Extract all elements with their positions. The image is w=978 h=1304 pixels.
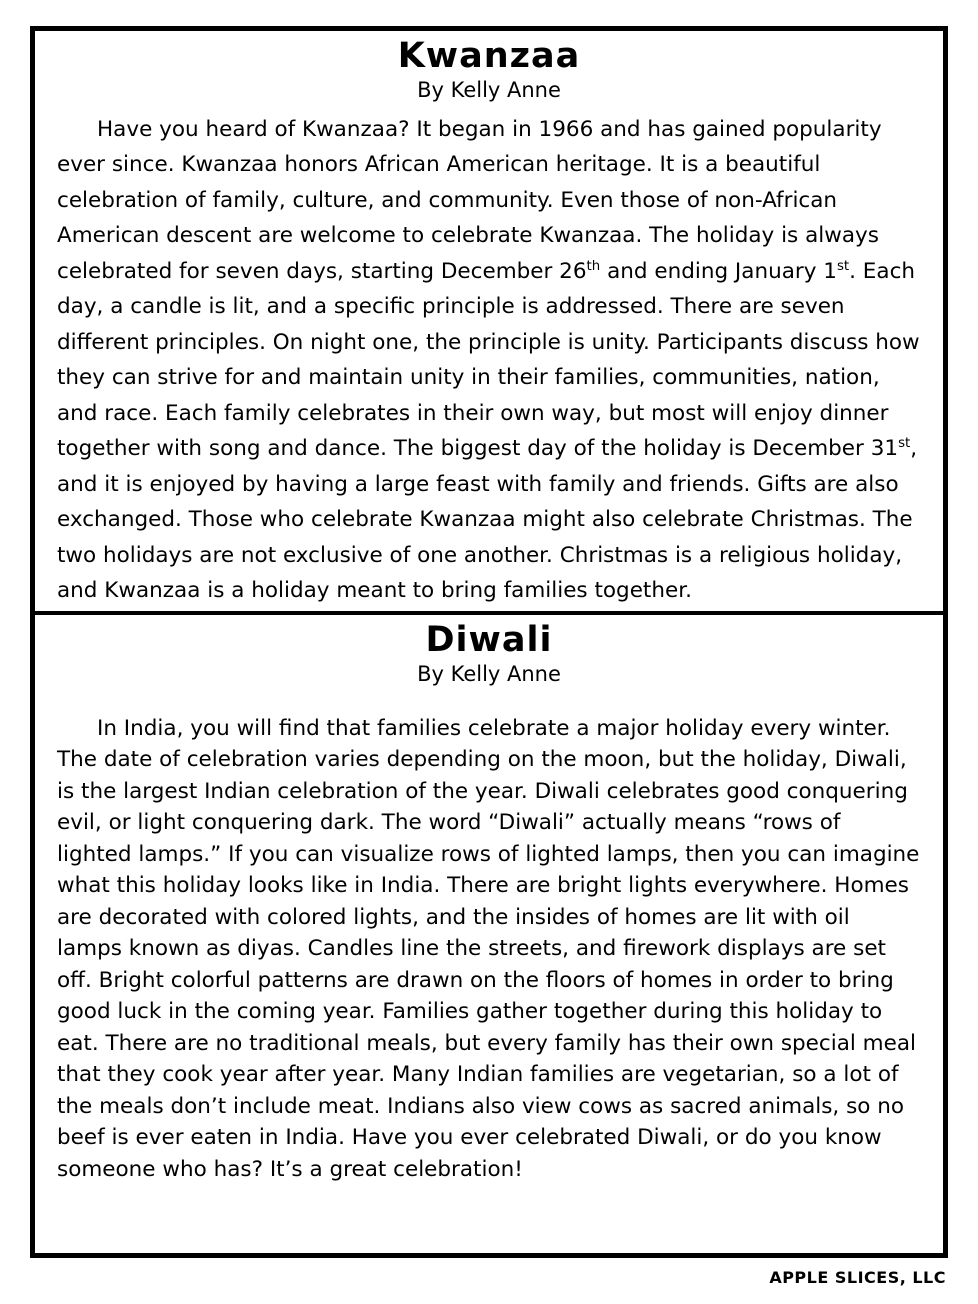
page-border <box>30 26 948 1258</box>
article-byline-diwali: By Kelly Anne <box>417 661 561 686</box>
article-kwanzaa <box>35 31 943 615</box>
article-byline-kwanzaa: By Kelly Anne <box>417 77 561 102</box>
footer-credit: APPLE SLICES, LLC <box>769 1268 946 1287</box>
article-title-kwanzaa: Kwanzaa <box>397 36 581 76</box>
article-body-kwanzaa: Have you heard of Kwanzaa? It began in 1966 and has gained popularity ever since. Kwanzaa honors African American heritage. It is a beautiful celebration of family, culture, and community. Even those of non-African American descent are welcome to celebrate Kwanzaa. The holiday is always celebrated for seven days, starting December 26th and ending January 1st. Each day, a candle is lit, and a specific principle is addressed. There are seven different principles. On night one, the principle is unity. Participants discuss how they can strive for and maintain unity in their families, communities, nation, and race. Each family celebrates in their own way, but most will enjoy dinner together with song and dance. The biggest day of the holiday is December 31st, and it is enjoyed by having a large feast with family and friends. Gifts are also exchanged. Those who celebrate Kwanzaa might also celebrate Christmas. The two holidays are not exclusive of one another. Christmas is a religious holiday, and Kwanzaa is a holiday meant to bring families together. <box>57 116 920 604</box>
article-title-diwali: Diwali <box>425 620 553 660</box>
article-body-diwali: In India, you will find that families celebrate a major holiday every winter. The date of celebration varies depending on the moon, but the holiday, Diwali, is the largest Indian celebration of the year. Diwali celebrates good conquering evil, or light conquering dark. The word “Diwali” actually means “rows of lighted lamps.” If you can visualize rows of lighted lamps, then you can imagine what this holiday looks like in India. There are bright lights everywhere. Homes are decorated with colored lights, and the insides of homes are lit with oil lamps known as diyas. Candles line the streets, and firework displays are set off. Bright colorful patterns are drawn on the floors of homes in order to bring good luck in the coming year. Families gather together during this holiday to eat. There are no traditional meals, but every family has their own special meal that they cook year after year. Many Indian families are vegetarian, so a lot of the meals don’t include meat. Indians also view cows as sacred animals, so no beef is ever eaten in India. Have you ever celebrated Diwali, or do you know someone who has? It’s a great celebration! <box>57 715 920 1182</box>
article-diwali <box>35 615 943 1253</box>
